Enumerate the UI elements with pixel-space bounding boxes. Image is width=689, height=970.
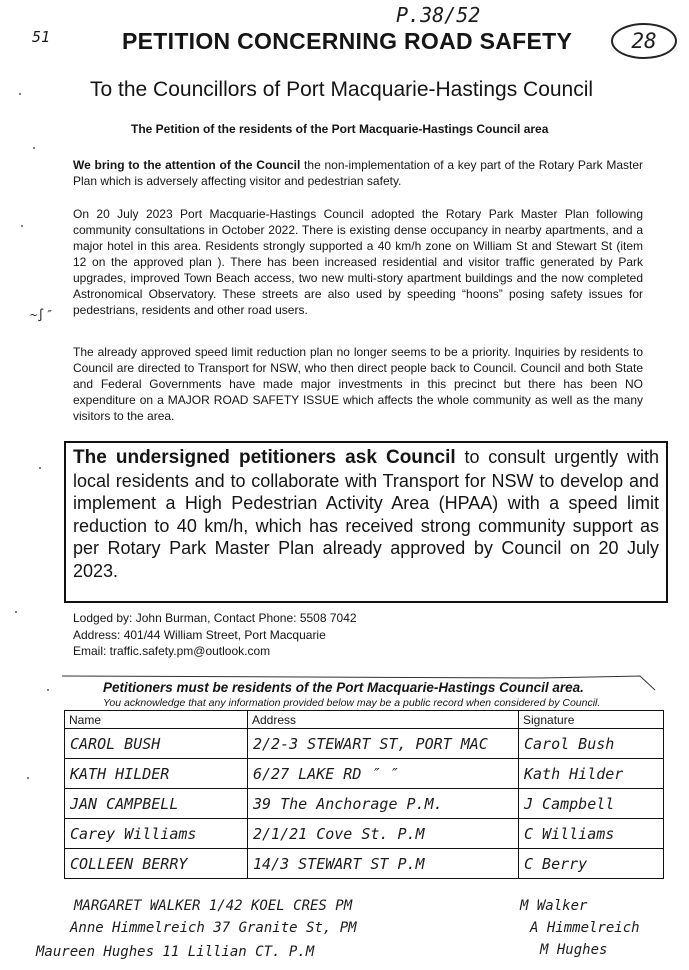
row-address: 2/1/21 Cove St. P.M [248, 819, 519, 849]
issue-paragraph: The already approved speed limit reduction plan no longer seems to be a priority. Inquiries by residents to Council are directed to Transport for NSW, who then direct people back to Council. Council and both State and Federal Governments have made major investments in this precinct but there has been NO expenditure on a MAJOR ROAD SAFETY ISSUE which affects the whole community as well as the many visitors to the area. [73, 345, 643, 423]
row-signature: C Berry [519, 849, 664, 879]
extra-signatory-line: Maureen Hughes 11 Lillian CT. P.M [36, 944, 315, 960]
row-name: COLLEEN BERRY [65, 849, 248, 879]
row-address: 14/3 STEWART ST P.M [248, 849, 519, 879]
petition-subtitle: The Petition of the residents of the Port Macquarie-Hastings Council area [131, 122, 549, 136]
table-row [65, 819, 664, 849]
lodged-by: Lodged by: John Burman, Contact Phone: 5508 7042 [73, 611, 357, 625]
column-header-name: Name [65, 711, 248, 729]
background-paragraph: On 20 July 2023 Port Macquarie-Hastings Council adopted the Rotary Park Master Plan following community consultations in October 2022. There is existing dense occupancy in nearby apartments, and a major hotel in this area. Residents strongly supported a 40 km/h zone on William St and Stewart St (item 12 on the approved plan ). There has been increased residential and visitor traffic generated by Park upgrades, improved Town Beach access, two new multi-story apartment buildings and the now completed Astronomical Observatory. These streets are also used by speeding “hoons” posing safety issues for pedestrians, residents and other road users. [73, 207, 643, 317]
intro-paragraph [73, 157, 643, 189]
page-reference: P.38/52 [396, 3, 481, 27]
scan-speck [15, 611, 17, 613]
extra-signatory-line: MARGARET WALKER 1/42 KOEL CRES PM [74, 898, 353, 914]
contact-details [73, 610, 357, 660]
row-signature: J Campbell [519, 789, 664, 819]
row-name: Carey Williams [65, 819, 248, 849]
column-header-address: Address [248, 711, 519, 729]
petition-title: PETITION CONCERNING ROAD SAFETY [122, 28, 573, 54]
signatures-notice: You acknowledge that any information provided below may be a public record when considered by Council. [103, 697, 601, 709]
scan-speck [33, 147, 35, 149]
row-signature: Carol Bush [519, 729, 664, 759]
intro-lead: We bring to the attention of the Council [73, 158, 301, 172]
table-header-row [65, 711, 664, 729]
extra-signature: M Hughes [540, 942, 608, 958]
margin-note: 51 [32, 28, 51, 46]
contact-email: Email: traffic.safety.pm@outlook.com [73, 644, 271, 658]
extra-signatory-line: Anne Himmelreich 37 Granite St, PM [70, 920, 357, 936]
row-address: 39 The Anchorage P.M. [248, 789, 519, 819]
extra-signature: M Walker [520, 898, 588, 914]
row-signature: Kath Hilder [519, 759, 664, 789]
row-signature: C Williams [519, 819, 664, 849]
contact-address: Address: 401/44 William Street, Port Macquarie [73, 627, 326, 642]
margin-scribble: ~∫″ [30, 308, 52, 322]
scan-speck [39, 467, 41, 469]
table-row [65, 789, 664, 819]
row-name: KATH HILDER [65, 759, 248, 789]
column-header-signature: Signature [519, 711, 664, 729]
table-row [65, 759, 664, 789]
addressee-heading: To the Councillors of Port Macquarie-Hastings Council [90, 78, 594, 101]
request-rest: to consult urgently with local residents and to collaborate with Transport for NSW to develop and implement a High Pedestrian Activity Area (HPAA) with a speed limit reduction to 40 km/h, which has received strong community support as per Rotary Park Master Plan already approved by Council on 20 July 2023. [73, 447, 659, 581]
row-name: JAN CAMPBELL [65, 789, 248, 819]
request-statement [73, 446, 659, 582]
signature-table [64, 710, 664, 879]
scan-speck [21, 225, 23, 227]
scan-speck [27, 777, 29, 779]
intro-rest: the non-implementation of a key part of the Rotary Park Master Plan which is adversely affecting visitor and pedestrian safety. [73, 158, 643, 188]
extra-signature: A Himmelreich [530, 920, 640, 936]
scan-speck [47, 689, 49, 691]
table-row [65, 849, 664, 879]
row-address: 2/2-3 STEWART ST, PORT MAC [248, 729, 519, 759]
signatures-heading: Petitioners must be residents of the Port Macquarie-Hastings Council area. [103, 680, 584, 695]
table-row [65, 729, 664, 759]
row-name: CAROL BUSH [65, 729, 248, 759]
scan-speck [19, 93, 21, 95]
row-address: 6/27 LAKE RD ″ ″ [248, 759, 519, 789]
page-number-circle: 28 [611, 23, 677, 59]
request-lead: The undersigned petitioners ask Council [73, 447, 456, 468]
